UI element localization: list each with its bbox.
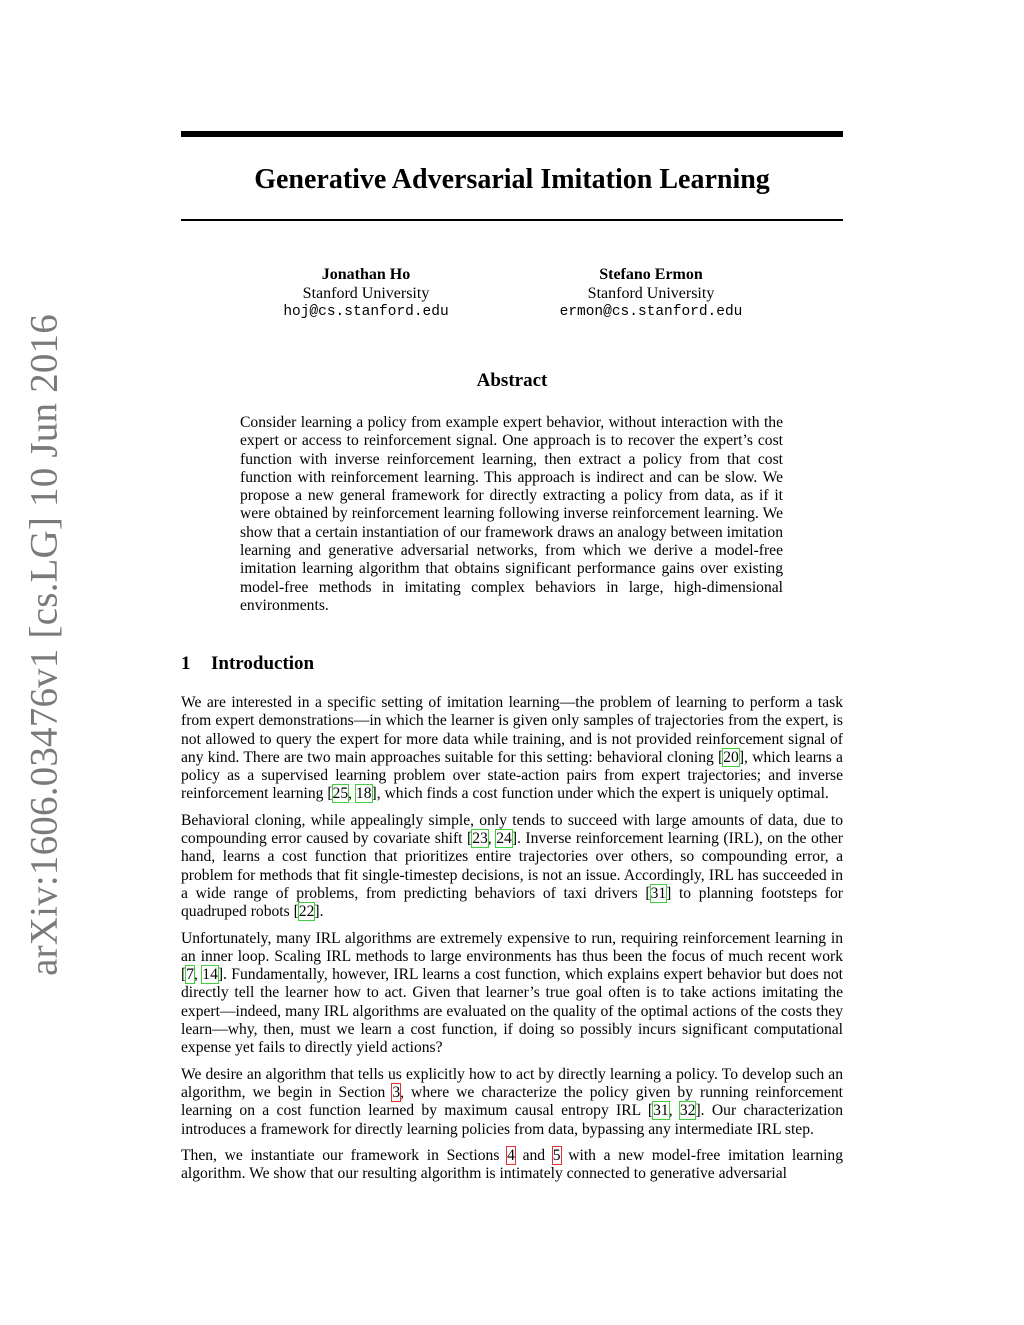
section-ref-link[interactable]: 5 [552, 1146, 561, 1164]
author-block-1 [236, 266, 496, 322]
section-heading [181, 652, 843, 676]
author-name: Stefano Ermon [599, 266, 703, 283]
paragraph: We are interested in a specific setting of imitation learning—the problem of learning to perform a task from expert demonstrations—in which the learner is given only samples of trajectories from the expert, is not allowed to query the expert for more data while training, and is not provided reinforcement signal of any kind. There are two main approaches suitable for this setting: behavioral cloning [20], which learns a policy as a supervised learning problem over state-action pairs from expert trajectories; and inverse reinforcement learning [25, 18], which finds a cost function under which the expert is uniquely optimal. [181, 694, 843, 803]
citation-link[interactable]: 14 [202, 966, 218, 984]
introduction-body [181, 694, 843, 1191]
author-affiliation: Stanford University [587, 284, 715, 302]
citation-link[interactable]: 32 [679, 1102, 696, 1120]
arxiv-identifier-stamp: arXiv:1606.03476v1 [cs.LG] 10 Jun 2016 [22, 314, 66, 976]
author-name: Jonathan Ho [321, 266, 411, 283]
citation-link[interactable]: 7 [186, 966, 194, 984]
citation-link[interactable]: 24 [496, 830, 512, 848]
citation-link[interactable]: 25 [332, 785, 349, 803]
abstract-text: Consider learning a policy from example expert behavior, without interaction with the expert or access to reinforcement signal. One approach is to recover the expert’s cost function with inverse reinforcement learning, then extract a policy from that cost function with reinforcement learning. This approach is indirect and can be slow. We propose a new general framework for directly extracting a policy from data, as if it were obtained by reinforcement learning following inverse reinforcement learning. We show that a certain instantiation of our framework draws an analogy between imitation learning and generative adversarial networks, from which we derive a model-free imitation learning algorithm that obtains significant performance gains over existing model-free methods in imitating complex behaviors in large, high-dimensional environments. [240, 414, 783, 614]
paragraph: Unfortunately, many IRL algorithms are extremely expensive to run, requiring reinforcement learning in an inner loop. Scaling IRL methods to large environments has thus been the focus of much recent work [7, 14]. Fundamentally, however, IRL learns a cost function, which explains expert behavior but does not directly tell the learner how to act. Given that learner’s true goal often is to take actions imitating the expert—indeed, many IRL algorithms are evaluated on the quality of the optimal actions of the costs they learn—why, then, must we learn a cost function, if doing so possibly incurs significant computational expense yet fails to directly yield actions? [181, 929, 844, 1057]
section-title: Introduction [211, 653, 315, 674]
citation-link[interactable]: 18 [355, 785, 372, 803]
section-ref-link[interactable]: 3 [392, 1083, 401, 1101]
citation-link[interactable]: 31 [650, 884, 667, 902]
citation-link[interactable]: 22 [298, 903, 315, 921]
citation-link[interactable]: 31 [653, 1102, 669, 1120]
section-number: 1 [181, 653, 191, 674]
paragraph: We desire an algorithm that tells us explicitly how to act by directly learning a policy. To develop such an algorithm, we begin in Section 3, where we characterize the policy given by running reinforcement learning on a cost function learned by maximum causal entropy IRL [31, 32]. Our characterization introduces a framework for directly learning policies from data, bypassing any intermediate IRL step. [181, 1065, 843, 1138]
citation-link[interactable]: 23 [472, 830, 488, 848]
title-top-rule [181, 131, 843, 137]
author-block-2 [521, 266, 781, 322]
citation-link[interactable]: 20 [723, 748, 739, 766]
paragraph: Then, we instantiate our framework in Sections 4 and 5 with a new model-free imitation learning algorithm. We show that our resulting algorithm is intimately connected to generative adversarial [181, 1146, 844, 1183]
abstract-heading: Abstract [476, 370, 548, 391]
paper-title: Generative Adversarial Imitation Learning [254, 164, 770, 195]
title-bottom-rule [181, 219, 843, 221]
section-ref-link[interactable]: 4 [507, 1146, 515, 1164]
paragraph: Behavioral cloning, while appealingly simple, only tends to succeed with large amounts of data, due to compounding error caused by covariate shift [23, 24]. Inverse reinforcement learning (IRL), on the other hand, learns a cost function that prioritizes entire trajectories over others, so compounding error, a problem for methods that fit single-timestep decisions, is not an issue. Accordingly, IRL has succeeded in a wide range of problems, from predicting behaviors of taxi drivers [31] to planning footsteps for quadruped robots [22]. [181, 811, 843, 921]
author-email: ermon@cs.stanford.edu [559, 304, 743, 320]
author-email: hoj@cs.stanford.edu [283, 304, 449, 320]
author-affiliation: Stanford University [302, 284, 430, 302]
